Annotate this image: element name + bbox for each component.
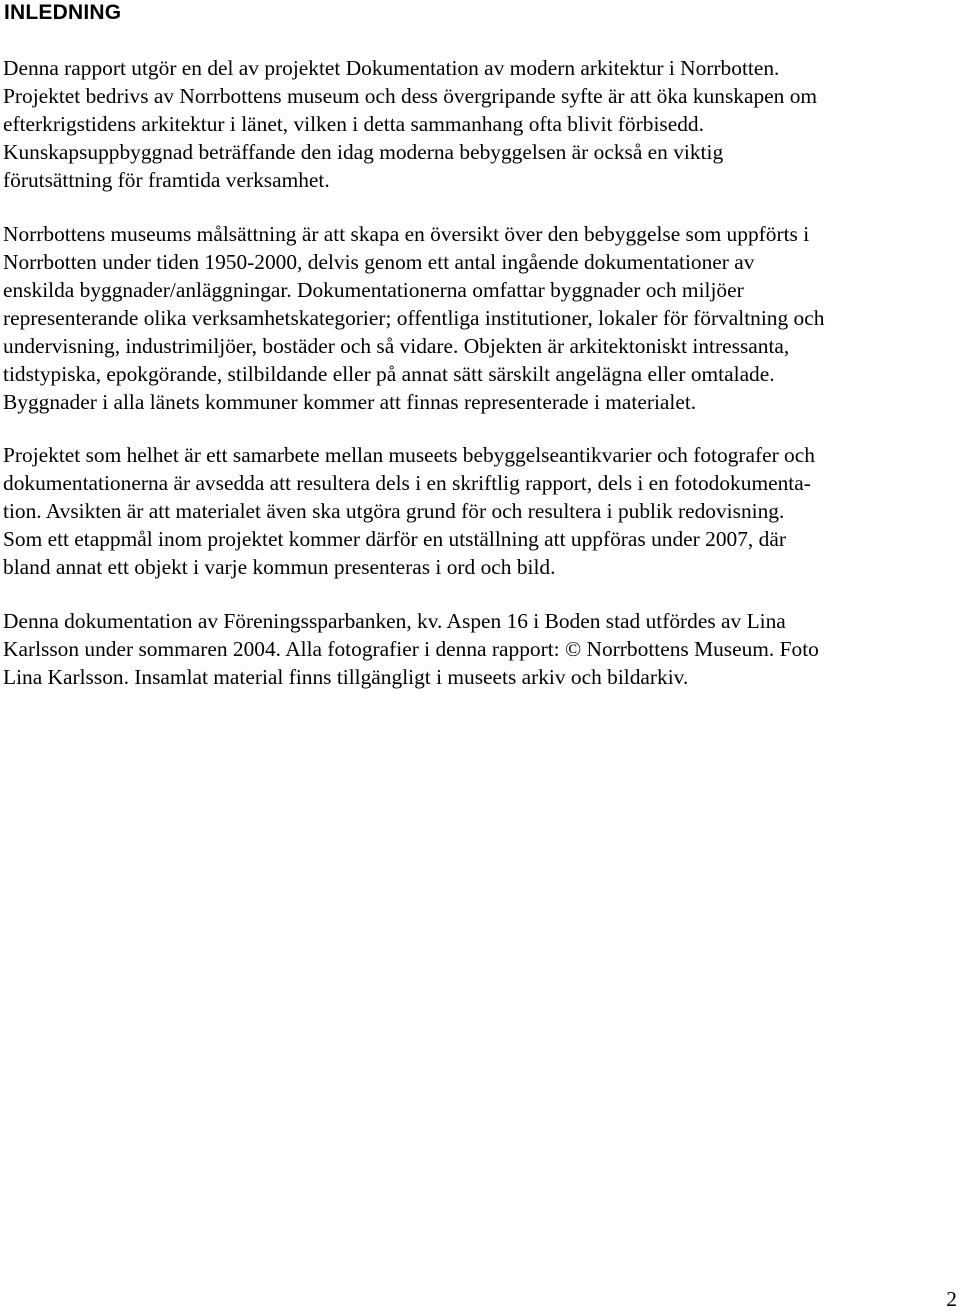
- text-line: Norrbottens museums målsättning är att skapa en översikt över den bebyggelse som uppförts i: [3, 222, 810, 246]
- text-line: tidstypiska, epokgörande, stilbildande eller på annat sätt särskilt angelägna eller omtalade.: [3, 362, 775, 386]
- paragraph-goals: [3, 220, 958, 416]
- paragraph-intro: [3, 54, 958, 194]
- text-line: Denna rapport utgör en del av projektet Dokumentation av modern arkitektur i Norrbotten.: [3, 56, 780, 80]
- text-line: tion. Avsikten är att materialet även ska utgöra grund för och resultera i publik redovisning.: [3, 499, 785, 523]
- text-line: Byggnader i alla länets kommuner kommer att finnas representerade i materialet.: [3, 390, 697, 414]
- page-number: 2: [946, 1287, 957, 1311]
- text-line: Kunskapsuppbyggnad beträffande den idag moderna bebyggelsen är också en viktig: [3, 140, 724, 164]
- text-line: enskilda byggnader/anläggningar. Dokumentationerna omfattar byggnader och miljöer: [3, 278, 744, 302]
- text-line: bland annat ett objekt i varje kommun presenteras i ord och bild.: [3, 555, 556, 579]
- text-line: dokumentationerna är avsedda att resultera dels i en skriftlig rapport, dels i en fotodokumenta-: [3, 471, 811, 495]
- section-heading: INLEDNING: [4, 1, 122, 24]
- text-line: Denna dokumentation av Föreningssparbanken, kv. Aspen 16 i Boden stad utfördes av Lina: [3, 609, 786, 633]
- text-line: Som ett etappmål inom projektet kommer därför en utställning att uppföras under 2007, där: [3, 527, 786, 551]
- text-line: Lina Karlsson. Insamlat material finns tillgängligt i museets arkiv och bildarkiv.: [3, 665, 689, 689]
- text-line: Projektet som helhet är ett samarbete mellan museets bebyggelseantikvarier och fotografer och: [3, 443, 815, 467]
- text-line: Karlsson under sommaren 2004. Alla fotografier i denna rapport: © Norrbottens Museum. Foto: [3, 637, 819, 661]
- text-line: efterkrigstidens arkitektur i länet, vilken i detta sammanhang ofta blivit förbisedd.: [3, 112, 704, 136]
- text-line: Projektet bedrivs av Norrbottens museum och dess övergripande syfte är att öka kunskapen om: [3, 84, 818, 108]
- text-line: undervisning, industrimiljöer, bostäder och så vidare. Objekten är arkitektoniskt intressanta,: [3, 334, 790, 358]
- text-line: förutsättning för framtida verksamhet.: [3, 168, 330, 192]
- paragraph-documentation: [3, 607, 958, 691]
- text-line: representerande olika verksamhetskategorier; offentliga institutioner, lokaler för förvaltning och: [3, 306, 825, 330]
- paragraph-collaboration: [3, 441, 958, 581]
- text-line: Norrbotten under tiden 1950-2000, delvis genom ett antal ingående dokumentationer av: [3, 250, 755, 274]
